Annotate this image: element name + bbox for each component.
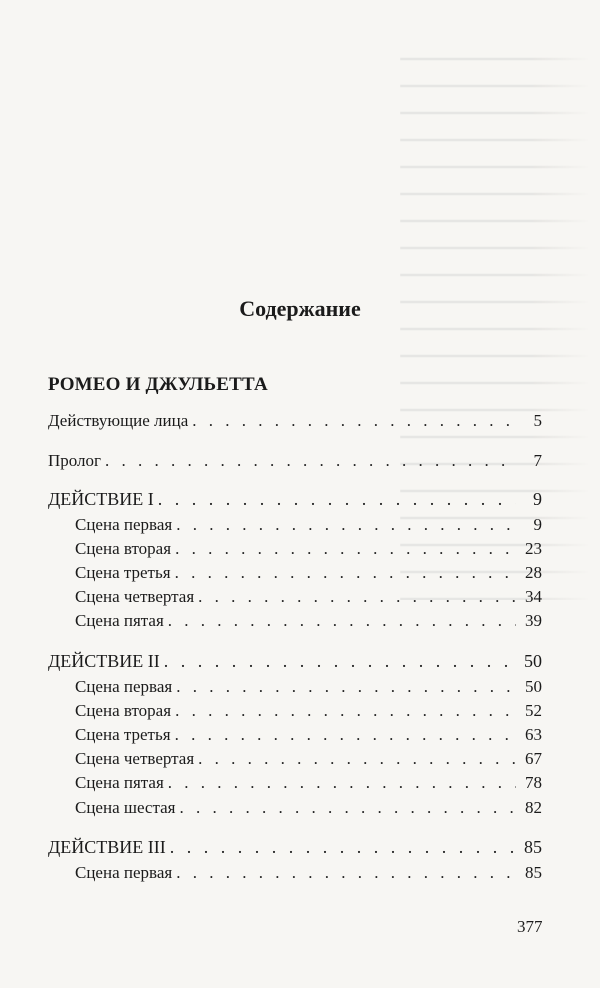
- leader-dots: [175, 562, 516, 584]
- toc-entry-label: Сцена первая: [75, 677, 173, 696]
- toc-entry-scene[interactable]: [75, 538, 542, 560]
- toc-entry-scene[interactable]: [75, 862, 542, 884]
- toc-entry-page: 5: [533, 411, 542, 430]
- leader-dots: [179, 797, 516, 819]
- toc-entry-scene[interactable]: [75, 514, 542, 536]
- toc-entry-scene[interactable]: [75, 610, 542, 632]
- toc-entry-page: 28: [525, 563, 542, 582]
- toc-entry-scene[interactable]: [75, 700, 542, 722]
- toc-entry-label: Сцена вторая: [75, 701, 172, 720]
- leader-dots: [170, 836, 516, 858]
- toc-entry-scene[interactable]: [75, 676, 542, 698]
- leader-dots: [176, 862, 516, 884]
- toc-entry-page: 50: [525, 677, 542, 696]
- toc-entry-label: Сцена третья: [75, 725, 171, 744]
- toc-entry-label: Действующие лица: [48, 411, 189, 430]
- toc-entry-label: Сцена шестая: [75, 798, 176, 817]
- leader-dots: [164, 650, 516, 672]
- leader-dots: [198, 748, 516, 770]
- toc-entry-page: 78: [525, 773, 542, 792]
- leader-dots: [192, 410, 516, 432]
- toc-entry-label: Пролог: [48, 451, 102, 470]
- toc-entry-scene[interactable]: [75, 772, 542, 794]
- toc-entry-page: 7: [533, 451, 542, 470]
- toc-entry-label: Сцена четвертая: [75, 749, 195, 768]
- toc-entry-page: 82: [525, 798, 542, 817]
- toc-entry-act-1[interactable]: [48, 488, 542, 510]
- toc-entry-label: Сцена первая: [75, 863, 173, 882]
- leader-dots: [175, 538, 516, 560]
- toc-entry-page: 67: [525, 749, 542, 768]
- toc-entry-characters[interactable]: [48, 410, 542, 432]
- toc-entry-page: 50: [524, 651, 542, 671]
- leader-dots: [105, 450, 516, 472]
- toc-entry-label: Сцена пятая: [75, 773, 164, 792]
- leader-dots: [176, 514, 516, 536]
- toc-entry-scene[interactable]: [75, 562, 542, 584]
- toc-entry-page: 52: [525, 701, 542, 720]
- toc-entry-label: Сцена вторая: [75, 539, 172, 558]
- toc-entry-label: Сцена четвертая: [75, 587, 195, 606]
- toc-entry-page: 34: [525, 587, 542, 606]
- toc-entry-label: Сцена первая: [75, 515, 173, 534]
- toc-entry-label: ДЕЙСТВИЕ III: [48, 837, 166, 857]
- toc-entry-page: 63: [525, 725, 542, 744]
- play-title: РОМЕО И ДЖУЛЬЕТТА: [48, 374, 268, 395]
- leader-dots: [168, 610, 516, 632]
- leader-dots: [168, 772, 516, 794]
- toc-entry-page: 39: [525, 611, 542, 630]
- toc-entry-scene[interactable]: [75, 797, 542, 819]
- leader-dots: [175, 700, 516, 722]
- toc-entry-page: 85: [524, 837, 542, 857]
- toc-entry-label: ДЕЙСТВИЕ II: [48, 651, 160, 671]
- leader-dots: [176, 676, 516, 698]
- toc-entry-scene[interactable]: [75, 724, 542, 746]
- leader-dots: [175, 724, 516, 746]
- page-number: 377: [517, 917, 543, 936]
- toc-entry-label: ДЕЙСТВИЕ I: [48, 489, 154, 509]
- toc-entry-label: Сцена третья: [75, 563, 171, 582]
- toc-entry-label: Сцена пятая: [75, 611, 164, 630]
- toc-entry-page: 9: [533, 489, 542, 509]
- toc-entry-page: 9: [533, 515, 542, 534]
- toc-entry-page: 85: [525, 863, 542, 882]
- page-title: Содержание: [239, 296, 361, 321]
- toc-entry-scene[interactable]: [75, 748, 542, 770]
- leader-dots: [158, 488, 516, 510]
- toc-entry-act-2[interactable]: [48, 650, 542, 672]
- toc-entry-act-3[interactable]: [48, 836, 542, 858]
- toc-entry-scene[interactable]: [75, 586, 542, 608]
- toc-entry-page: 23: [525, 539, 542, 558]
- leader-dots: [198, 586, 516, 608]
- toc-entry-prologue[interactable]: [48, 450, 542, 472]
